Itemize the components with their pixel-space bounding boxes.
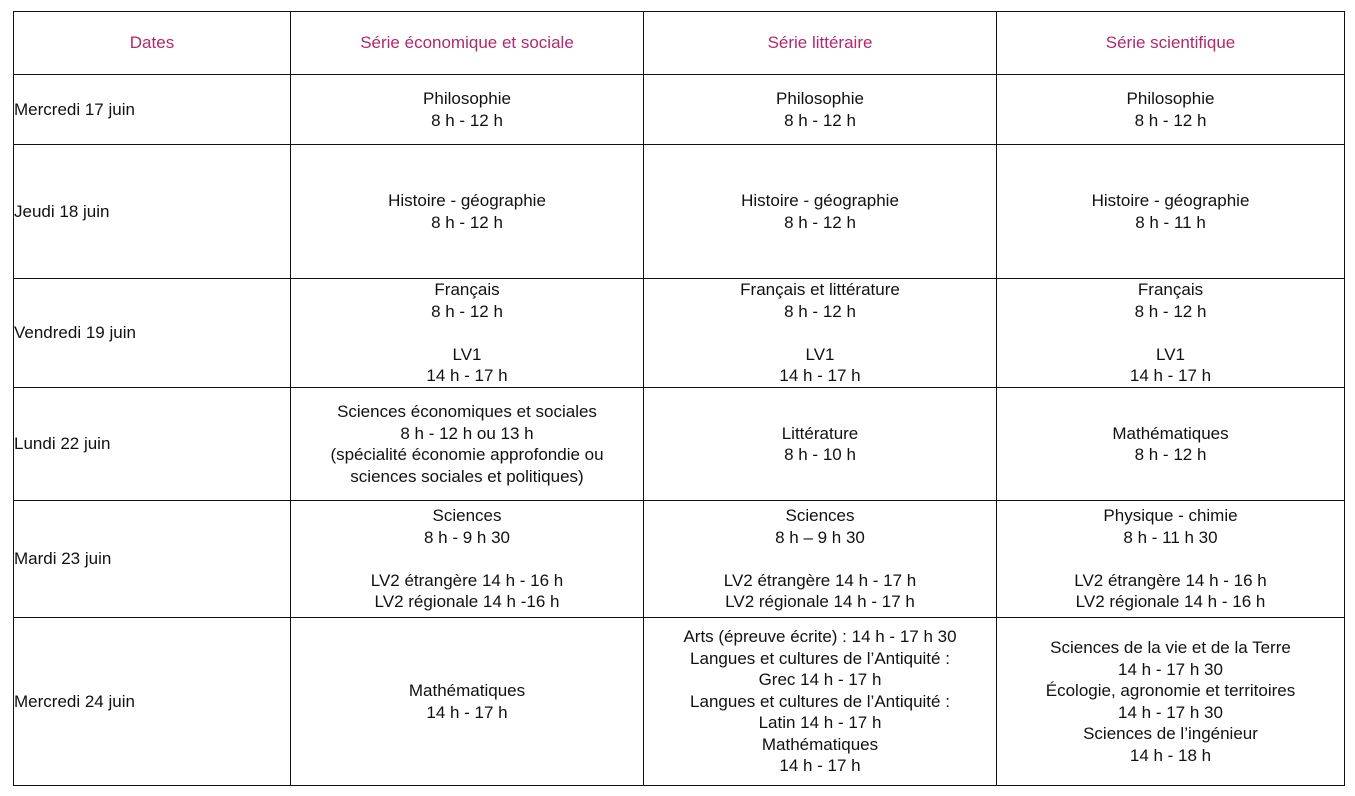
cell-serie-s [997, 501, 1345, 618]
line-gap [291, 322, 643, 344]
cell-line: LV2 régionale 14 h - 17 h [725, 592, 915, 612]
cell-line: Sciences économiques et sociales [337, 402, 597, 421]
cell-line: Sciences de la vie et de la Terre [1050, 638, 1291, 657]
cell-serie-l [644, 501, 997, 618]
table-row [14, 388, 1345, 501]
line-gap [644, 548, 996, 570]
cell-line: 8 h - 9 h 30 [423, 527, 510, 547]
row-date: Jeudi 18 juin [14, 145, 291, 279]
cell-line: 8 h - 12 h [1134, 301, 1207, 321]
cell-serie-s [997, 75, 1345, 145]
line-gap [997, 322, 1344, 344]
cell-line: Grec 14 h - 17 h [758, 670, 882, 690]
row-date: Lundi 22 juin [14, 388, 291, 501]
cell-line: (spécialité économie approfondie ou [330, 445, 604, 464]
cell-serie-es [291, 618, 644, 786]
cell-line: Physique - chimie [1103, 506, 1238, 526]
cell-serie-l [644, 75, 997, 145]
cell-serie-es [291, 75, 644, 145]
cell-line: 14 h - 17 h [779, 366, 861, 386]
cell-serie-l [644, 279, 997, 388]
cell-line: 8 h - 12 h [784, 212, 856, 232]
cell-serie-es [291, 388, 644, 501]
cell-line: Mathématiques [408, 681, 526, 700]
cell-serie-s [997, 388, 1345, 501]
header-serie-s: Série scientifique [997, 12, 1345, 75]
table-row [14, 618, 1345, 786]
cell-line: LV1 [452, 344, 482, 364]
cell-line: Sciences de l’ingénieur [1083, 724, 1258, 743]
cell-line: 14 h - 17 h 30 [1118, 659, 1223, 679]
cell-line: 8 h - 12 h [431, 212, 503, 232]
cell-line: 14 h - 17 h [1129, 366, 1212, 386]
line-gap [291, 548, 643, 570]
cell-line: 14 h - 18 h [1129, 745, 1212, 765]
cell-line: Mathématiques [1112, 423, 1229, 443]
cell-line: Latin 14 h - 17 h [758, 713, 882, 733]
cell-line: Littérature [781, 423, 859, 443]
header-dates: Dates [14, 12, 291, 75]
cell-line: Écologie, agronomie et territoires [1045, 681, 1296, 700]
header-serie-es: Série économique et sociale [291, 12, 644, 75]
table-row [14, 145, 1345, 279]
cell-line: 8 h - 10 h [784, 445, 856, 464]
cell-serie-s [997, 145, 1345, 279]
cell-line: Français [434, 280, 500, 300]
cell-line: LV1 [1156, 344, 1185, 364]
cell-line: LV2 régionale 14 h -16 h [374, 592, 560, 612]
cell-serie-s [997, 618, 1345, 786]
cell-serie-l [644, 618, 997, 786]
cell-line: 14 h - 17 h [426, 702, 508, 722]
cell-line: 8 h - 11 h 30 [1123, 527, 1218, 547]
cell-line: Arts (épreuve écrite) : 14 h - 17 h 30 [683, 627, 957, 647]
cell-line: Langues et cultures de l’Antiquité : [690, 648, 950, 668]
cell-line: 14 h - 17 h [779, 756, 861, 776]
cell-serie-l [644, 388, 997, 501]
cell-line: 14 h - 17 h 30 [1118, 702, 1223, 722]
cell-serie-es [291, 145, 644, 279]
cell-line: Histoire - géographie [1091, 191, 1250, 210]
cell-line: 8 h - 12 h [784, 110, 856, 130]
cell-line: 8 h - 12 h [1134, 445, 1207, 464]
line-gap [644, 322, 996, 344]
table-row [14, 75, 1345, 145]
cell-line: Français et littérature [740, 280, 900, 300]
cell-line: 8 h - 11 h [1135, 212, 1206, 232]
cell-serie-l [644, 145, 997, 279]
cell-line: LV2 régionale 14 h - 16 h [1075, 592, 1266, 612]
row-date: Mardi 23 juin [14, 501, 291, 618]
cell-line: Histoire - géographie [388, 191, 546, 210]
cell-serie-s [997, 279, 1345, 388]
cell-line: 8 h - 12 h [784, 301, 856, 321]
header-row [14, 12, 1345, 75]
cell-line: 14 h - 17 h [426, 366, 508, 386]
schedule-body [14, 75, 1345, 786]
cell-line: 8 h – 9 h 30 [775, 527, 865, 547]
row-date: Mercredi 24 juin [14, 618, 291, 786]
cell-line: 8 h - 12 h [431, 110, 503, 130]
cell-line: Sciences [785, 506, 855, 526]
cell-line: Français [1137, 280, 1204, 300]
cell-serie-es [291, 501, 644, 618]
cell-line: Philosophie [1126, 89, 1215, 108]
cell-line: 8 h - 12 h ou 13 h [400, 423, 534, 443]
cell-line: LV2 étrangère 14 h - 16 h [1074, 570, 1267, 590]
row-date: Vendredi 19 juin [14, 279, 291, 388]
cell-line: LV2 étrangère 14 h - 17 h [723, 570, 917, 590]
cell-line: LV1 [805, 344, 835, 364]
cell-line: Mathématiques [761, 734, 879, 754]
line-gap [997, 548, 1344, 570]
cell-line: sciences sociales et politiques) [350, 466, 584, 486]
cell-line: LV2 étrangère 14 h - 16 h [370, 570, 564, 590]
row-date: Mercredi 17 juin [14, 75, 291, 145]
cell-line: Philosophie [423, 89, 511, 108]
table-row [14, 501, 1345, 618]
cell-serie-es [291, 279, 644, 388]
cell-line: Sciences [432, 506, 502, 526]
exam-schedule-table [13, 11, 1345, 786]
cell-line: 8 h - 12 h [1134, 110, 1207, 130]
cell-line: Histoire - géographie [741, 191, 899, 210]
header-serie-l: Série littéraire [644, 12, 997, 75]
cell-line: Philosophie [776, 89, 864, 108]
cell-line: 8 h - 12 h [431, 301, 503, 321]
table-row [14, 279, 1345, 388]
cell-line: Langues et cultures de l’Antiquité : [690, 691, 950, 711]
